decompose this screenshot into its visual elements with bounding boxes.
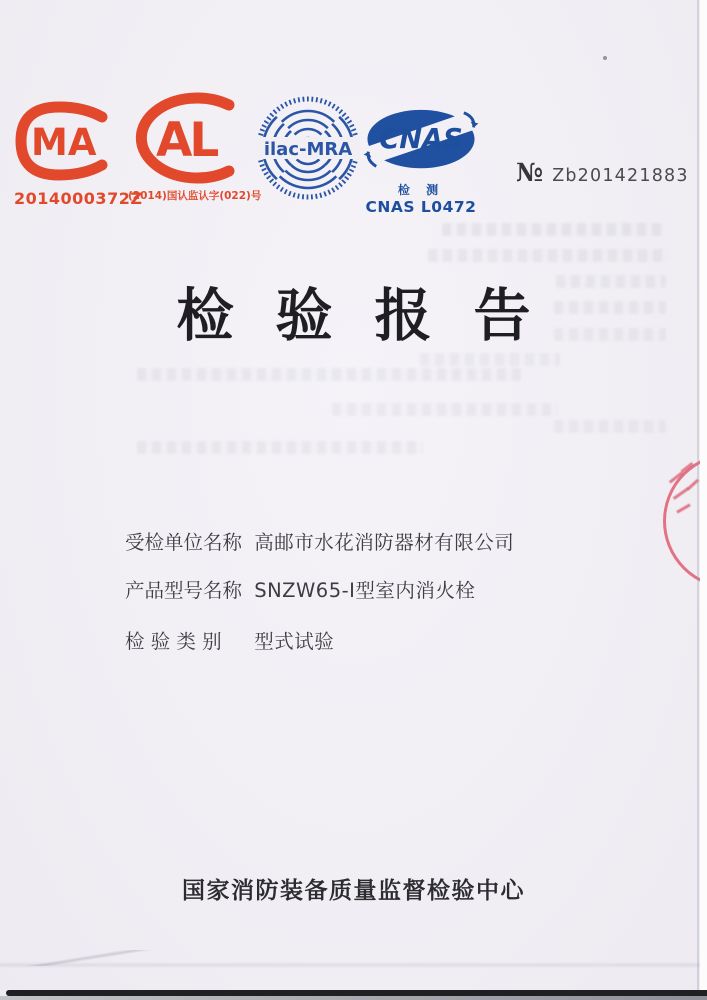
bleed-through-smudge bbox=[554, 328, 666, 341]
bleed-through-smudge bbox=[420, 353, 560, 366]
bleed-through-smudge bbox=[332, 403, 558, 416]
field-value: SNZW65-Ⅰ型室内消火栓 bbox=[254, 579, 476, 602]
cnas-mark bbox=[360, 104, 482, 216]
cnas-accreditation-number: CNAS L0472 bbox=[365, 198, 477, 216]
field-label: 检 验 类 别 bbox=[125, 630, 222, 653]
ilac-mra-letters: ilac-MRA bbox=[263, 139, 353, 160]
bleed-through-smudge bbox=[442, 223, 664, 236]
cnas-category-label: 检 测 bbox=[397, 183, 445, 197]
report-title: 检验报告 bbox=[176, 283, 573, 349]
report-number-value: Zb201421883 bbox=[552, 166, 689, 186]
page-edge bbox=[697, 0, 699, 1000]
scan-bottom-shadow bbox=[0, 996, 707, 1000]
report-number bbox=[516, 158, 689, 187]
field-inspection-type bbox=[125, 626, 334, 654]
bleed-through-smudge bbox=[554, 301, 666, 314]
field-inspected-unit bbox=[125, 527, 514, 555]
cal-mark bbox=[128, 92, 264, 203]
ilac-mra-mark bbox=[256, 96, 360, 204]
field-value: 型式试验 bbox=[254, 630, 335, 653]
cnas-letters: CNAS bbox=[379, 123, 463, 155]
scan-speck bbox=[603, 56, 607, 60]
cma-logo-icon bbox=[14, 100, 118, 182]
bleed-through-smudge bbox=[556, 275, 666, 288]
numero-sign: № bbox=[516, 158, 544, 187]
scan-margin bbox=[700, 0, 707, 1000]
cal-logo-icon bbox=[128, 92, 256, 184]
paper-crease bbox=[0, 962, 707, 968]
bleed-through-smudge bbox=[554, 420, 666, 433]
cnas-logo-icon bbox=[362, 104, 480, 178]
field-value: 高邮市水花消防器材有限公司 bbox=[254, 531, 515, 554]
field-product-model bbox=[125, 575, 475, 603]
cma-registration-number: 2014000372Z bbox=[14, 189, 143, 208]
cma-mark bbox=[14, 100, 143, 208]
cal-certificate-number: (2014)国认监认字(022)号 bbox=[128, 190, 262, 202]
bleed-through-smudge bbox=[137, 368, 521, 381]
issuing-center-name: 国家消防装备质量监督检验中心 bbox=[182, 878, 525, 904]
bleed-through-smudge bbox=[428, 249, 668, 262]
field-label: 受检单位名称 bbox=[125, 531, 243, 554]
field-label: 产品型号名称 bbox=[125, 579, 243, 602]
cma-letters: MA bbox=[31, 121, 97, 164]
ilac-mra-logo-icon bbox=[256, 96, 360, 200]
cal-letters: AL bbox=[156, 113, 217, 168]
bleed-through-smudge bbox=[137, 441, 423, 454]
